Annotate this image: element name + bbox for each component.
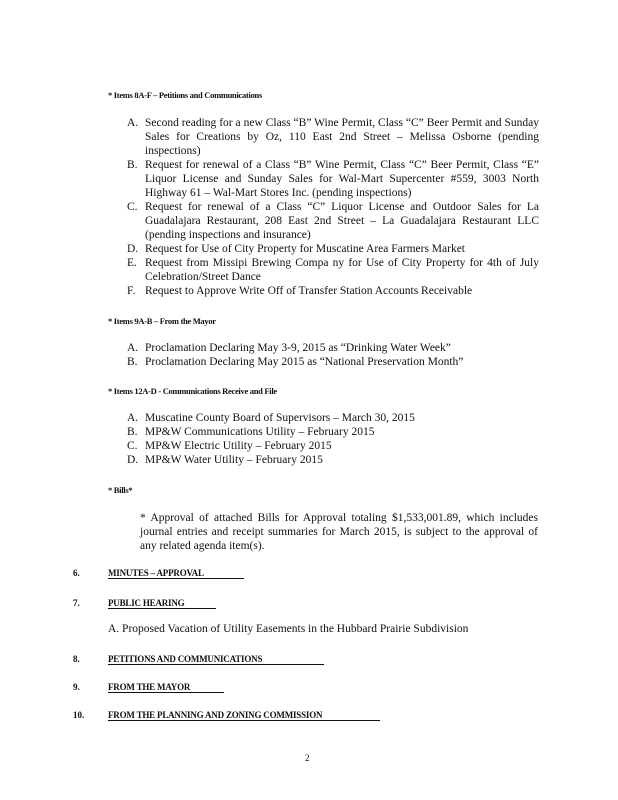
item-label: E. (127, 257, 137, 269)
section-number: 9. (73, 682, 80, 692)
section-number: 6. (73, 568, 80, 578)
item-text: Muscatine County Board of Supervisors – March 30, 2015 (145, 412, 415, 424)
item-label: B. (127, 426, 138, 438)
item-label: F. (127, 285, 136, 297)
items-8-header: * Items 8A-F – Petitions and Communications (108, 90, 262, 100)
list-item (127, 439, 539, 453)
bills-header: * Bills* (108, 485, 133, 495)
item-label: A. (127, 342, 139, 354)
list-item (127, 200, 539, 242)
page-number: 2 (305, 753, 310, 763)
item-label: C. (127, 201, 138, 213)
section-title-public-hearing: PUBLIC HEARING (108, 598, 216, 609)
public-hearing-item: A. Proposed Vacation of Utility Easements in the Hubbard Prairie Subdivision (108, 623, 469, 635)
items-12-header: * Items 12A-D - Communications Receive and File (108, 386, 277, 396)
list-item (127, 425, 539, 439)
section-title-petitions: PETITIONS AND COMMUNICATIONS (108, 654, 324, 665)
list-item (127, 256, 539, 284)
item-text: Proclamation Declaring May 2015 as “National Preservation Month” (145, 356, 464, 368)
section-number: 10. (73, 710, 85, 720)
section-number: 8. (73, 654, 80, 664)
item-label: A. (127, 412, 139, 424)
item-text: Request for Use of City Property for Muscatine Area Farmers Market (145, 243, 466, 255)
item-text: Request to Approve Write Off of Transfer Station Accounts Receivable (145, 285, 473, 297)
item-label: A. (127, 117, 139, 129)
list-item (127, 341, 539, 355)
item-text: Request for renewal of a Class “B” Wine Permit, Class “C” Beer Permit, Class “E” Liquor License and Sunday Sales for Wal-Mart Supercenter #559, 3003 North Highway 61 – Wal-Mart Stores Inc. (pending inspections) (145, 159, 539, 199)
item-text: Request from Missipi Brewing Compa ny for Use of City Property for 4th of July Celebration/Street Dance (145, 257, 539, 283)
bills-text: * Approval of attached Bills for Approval totaling $1,533,001.89, which includes journal entries and receipt summaries for March 2015, is subject to the approval of any related agenda item(s). (140, 512, 538, 552)
item-label: B. (127, 356, 138, 368)
section-title-mayor: FROM THE MAYOR (108, 682, 224, 693)
list-item (127, 242, 539, 256)
item-label: C. (127, 440, 138, 452)
section-title-minutes: MINUTES – APPROVAL (108, 568, 244, 579)
list-item (127, 158, 539, 200)
list-item (127, 355, 539, 369)
item-label: D. (127, 454, 139, 466)
items-9-header: * Items 9A-B – From the Mayor (108, 316, 216, 326)
list-item (127, 284, 539, 298)
list-item (127, 411, 539, 425)
item-label: D. (127, 243, 139, 255)
item-label: B. (127, 159, 138, 171)
item-text: Second reading for a new Class “B” Wine Permit, Class “C” Beer Permit and Sunday Sales for Creations by Oz, 110 East 2nd Street – Melissa Osborne (pending inspections) (145, 117, 539, 157)
list-item (127, 453, 539, 467)
item-text: Proclamation Declaring May 3-9, 2015 as “Drinking Water Week” (145, 342, 451, 354)
list-item (127, 116, 539, 158)
item-text: MP&W Communications Utility – February 2015 (145, 426, 375, 438)
item-text: Request for renewal of a Class “C” Liquor License and Outdoor Sales for La Guadalajara Restaurant, 208 East 2nd Street – La Guadalajara Restaurant LLC (pending inspections and insurance) (145, 201, 539, 241)
section-number: 7. (73, 598, 80, 608)
item-text: MP&W Electric Utility – February 2015 (145, 440, 332, 452)
section-title-planning: FROM THE PLANNING AND ZONING COMMISSION (108, 710, 380, 721)
item-text: MP&W Water Utility – February 2015 (145, 454, 323, 466)
